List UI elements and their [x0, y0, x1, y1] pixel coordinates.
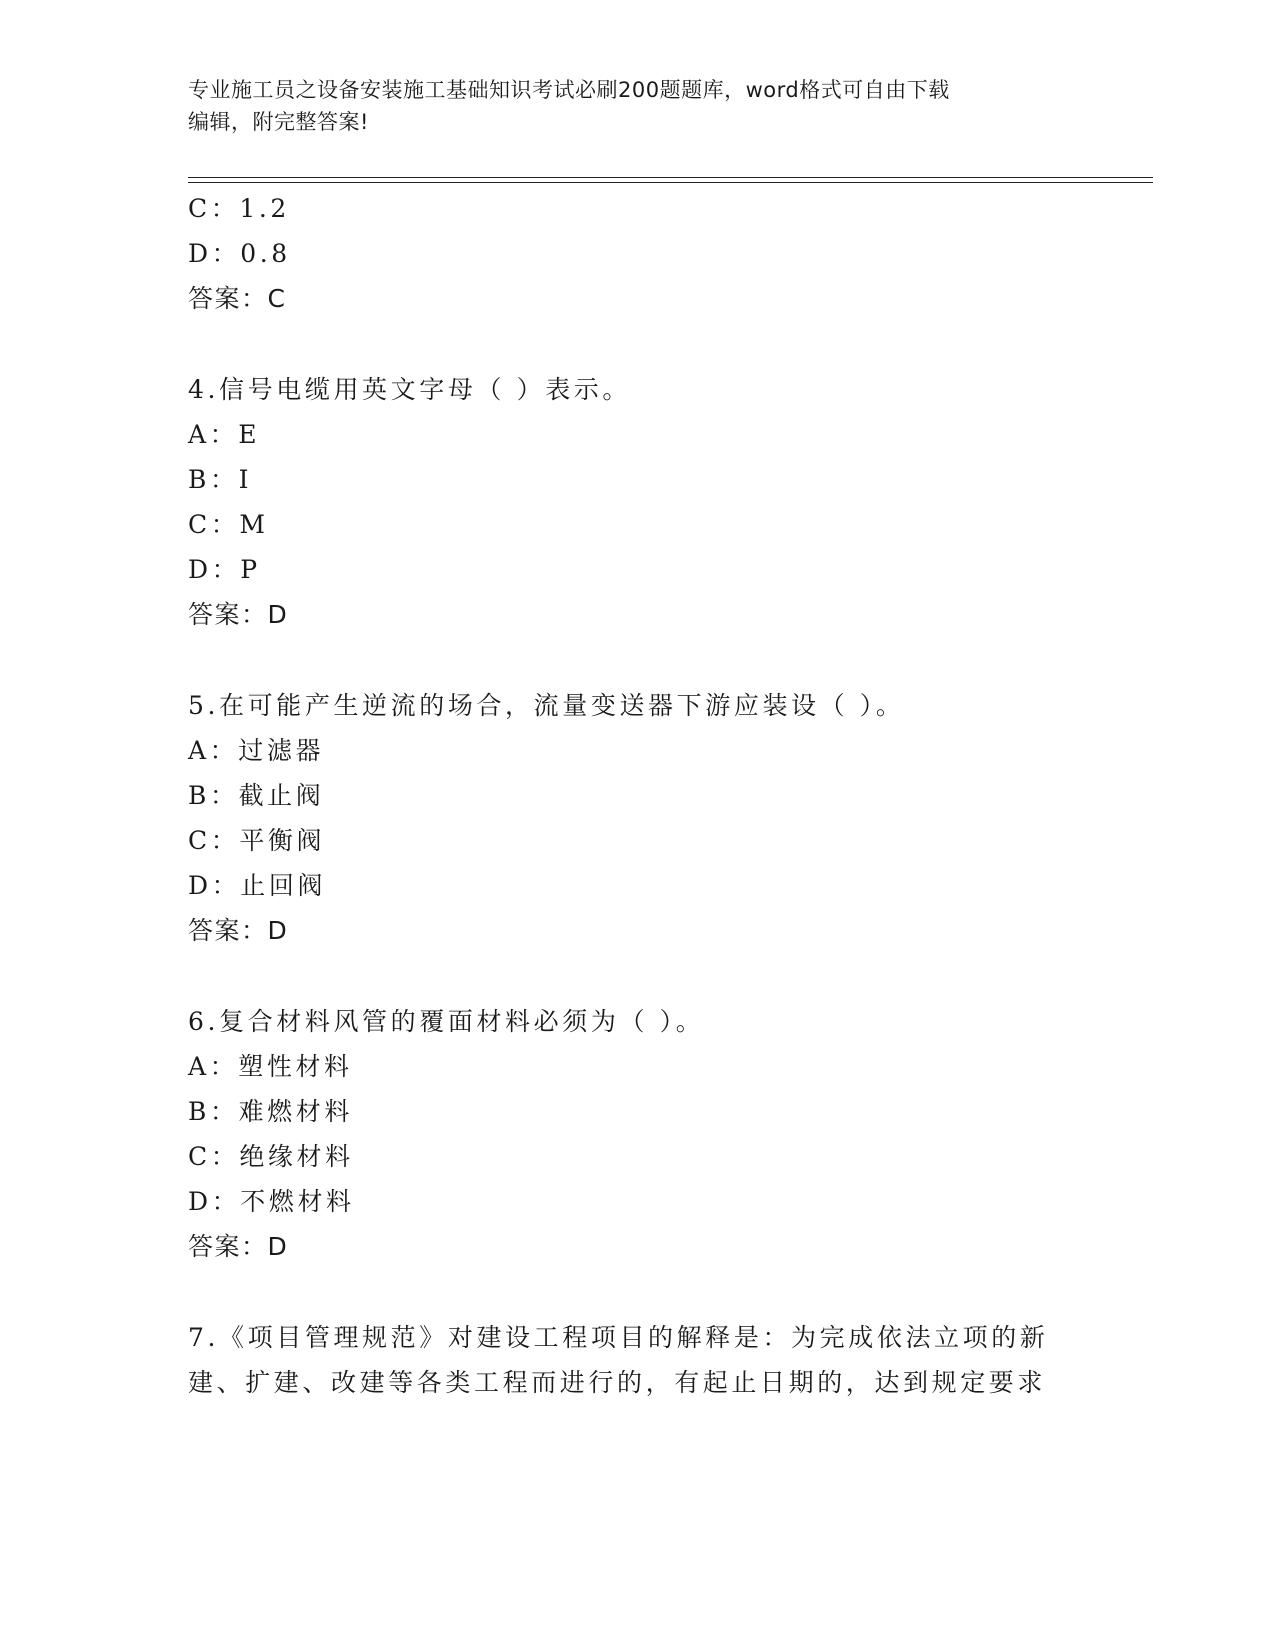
q4-option-c: C：M [188, 510, 269, 539]
q6-option-b: B：难燃材料 [188, 1097, 353, 1126]
q5-answer: 答案：D [188, 916, 289, 945]
title-line-1: 专业施工员之设备安装施工基础知识考试必刷200题题库，word格式可自由下载 [188, 78, 950, 102]
q4-option-d: D：P [188, 555, 261, 584]
q7-question-line-1: 7.《项目管理规范》对建设工程项目的解释是：为完成依法立项的新 [188, 1323, 1049, 1352]
q3-option-d: D：0.8 [188, 239, 291, 268]
q6-answer: 答案：D [188, 1232, 289, 1261]
q5-question: 5.在可能产生逆流的场合，流量变送器下游应装设（ ）。 [188, 691, 905, 720]
q4-option-b: B：I [188, 465, 253, 494]
q4-option-a: A：E [188, 420, 261, 449]
q5-option-b: B：截止阀 [188, 781, 325, 810]
q4-question: 4.信号电缆用英文字母（ ）表示。 [188, 375, 632, 404]
q5-option-c: C：平衡阀 [188, 826, 326, 855]
q3-answer: 答案：C [188, 284, 287, 313]
q6-option-d: D：不燃材料 [188, 1187, 355, 1216]
q6-option-c: C：绝缘材料 [188, 1142, 354, 1171]
header-rule-top [188, 177, 1153, 178]
q6-question: 6.复合材料风管的覆面材料必须为（ ）。 [188, 1007, 705, 1036]
q5-option-d: D：止回阀 [188, 871, 327, 900]
header-rule-bottom [188, 182, 1153, 183]
q7-question-line-2: 建、扩建、改建等各类工程而进行的，有起止日期的，达到规定要求 [188, 1368, 1047, 1397]
document-title [188, 74, 1088, 138]
q5-option-a: A：过滤器 [188, 736, 325, 765]
q4-answer: 答案：D [188, 600, 289, 629]
q3-option-c: C：1.2 [188, 194, 290, 223]
q6-option-a: A：塑性材料 [188, 1052, 353, 1081]
title-line-2: 编辑，附完整答案! [188, 110, 369, 134]
